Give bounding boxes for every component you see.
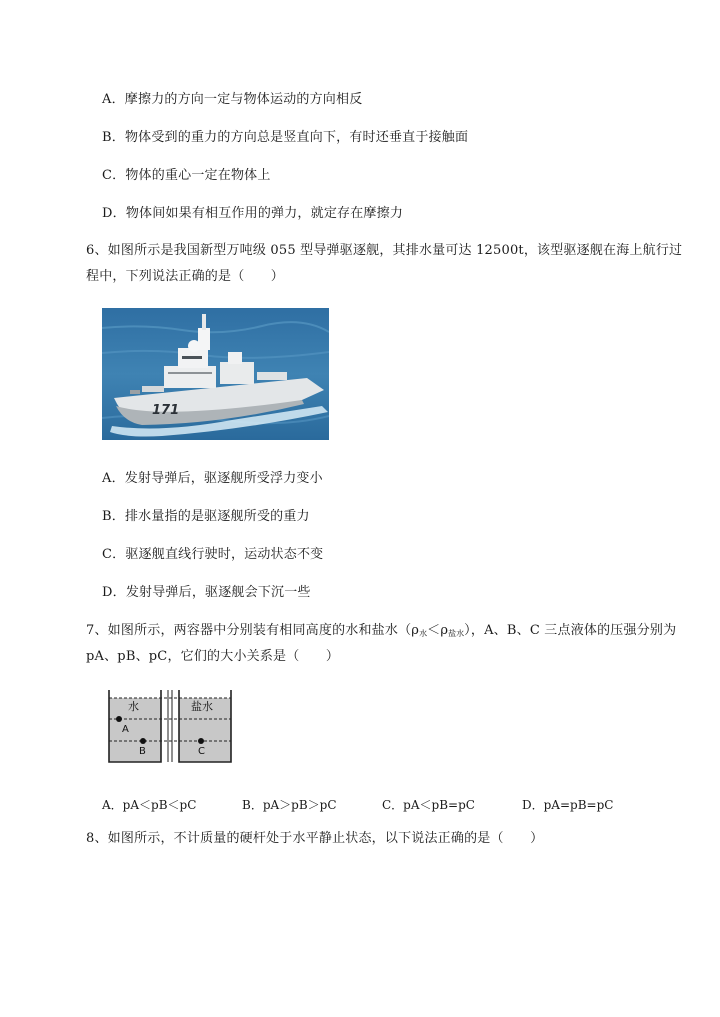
point-c-label: C [198,746,205,757]
q5-option-c: C．物体的重心一定在物体上 [102,168,271,183]
q7-stem-line2: pA、pB、pC，它们的大小关系是（ ） [86,649,340,664]
q7-stem-part-a: 7、如图所示，两容器中分别装有相同高度的水和盐水（ρ [86,623,420,638]
destroyer-photo [102,308,329,440]
q7-choice-b: B．pA＞pB＞pC [242,798,337,812]
hull-number: 171 [152,403,180,418]
point-a [116,716,122,722]
q6-stem-line2: 程中，下列说法正确的是（ ） [86,269,285,284]
rho-salt-subscript: 盐水 [448,629,465,638]
point-b-label: B [139,746,146,757]
q5-option-b: B．物体受到的重力的方向总是竖直向下，有时还垂直于接触面 [102,130,469,145]
q6-option-a: A．发射导弹后，驱逐舰所受浮力变小 [102,471,323,486]
q7-less-than: ＜ρ [427,623,449,638]
containers-diagram [102,688,242,770]
q7-choice-c: C．pA＜pB=pC [382,798,475,812]
q6-option-c: C．驱逐舰直线行驶时，运动状态不变 [102,547,324,562]
q7-stem-part-b: ），A、B、C 三点液体的压强分别为 [464,623,677,638]
q6-option-b: B．排水量指的是驱逐舰所受的重力 [102,509,310,524]
q7-choice-a: A．pA＜pB＜pC [102,798,197,812]
point-c [198,738,204,744]
q5-option-d: D．物体间如果有相互作用的弹力，就定存在摩擦力 [102,206,404,221]
q7-stem-line1 [86,622,676,643]
q5-option-a: A．摩擦力的方向一定与物体运动的方向相反 [102,92,363,107]
point-a-label: A [122,724,129,735]
q7-choice-d: D．pA=pB=pC [522,798,614,812]
q6-option-d: D．发射导弹后，驱逐舰会下沉一些 [102,585,311,600]
water-label: 水 [128,700,139,713]
rho-water-subscript: 水 [419,629,428,638]
q8-stem: 8、如图所示，不计质量的硬杆处于水平静止状态，以下说法正确的是（ ） [86,831,544,846]
point-b [140,738,146,744]
q6-stem-line1: 6、如图所示是我国新型万吨级 055 型导弹驱逐舰，其排水量可达 12500t，该型驱逐舰在海上航行过 [86,243,683,258]
saltwater-label: 盐水 [191,700,213,713]
